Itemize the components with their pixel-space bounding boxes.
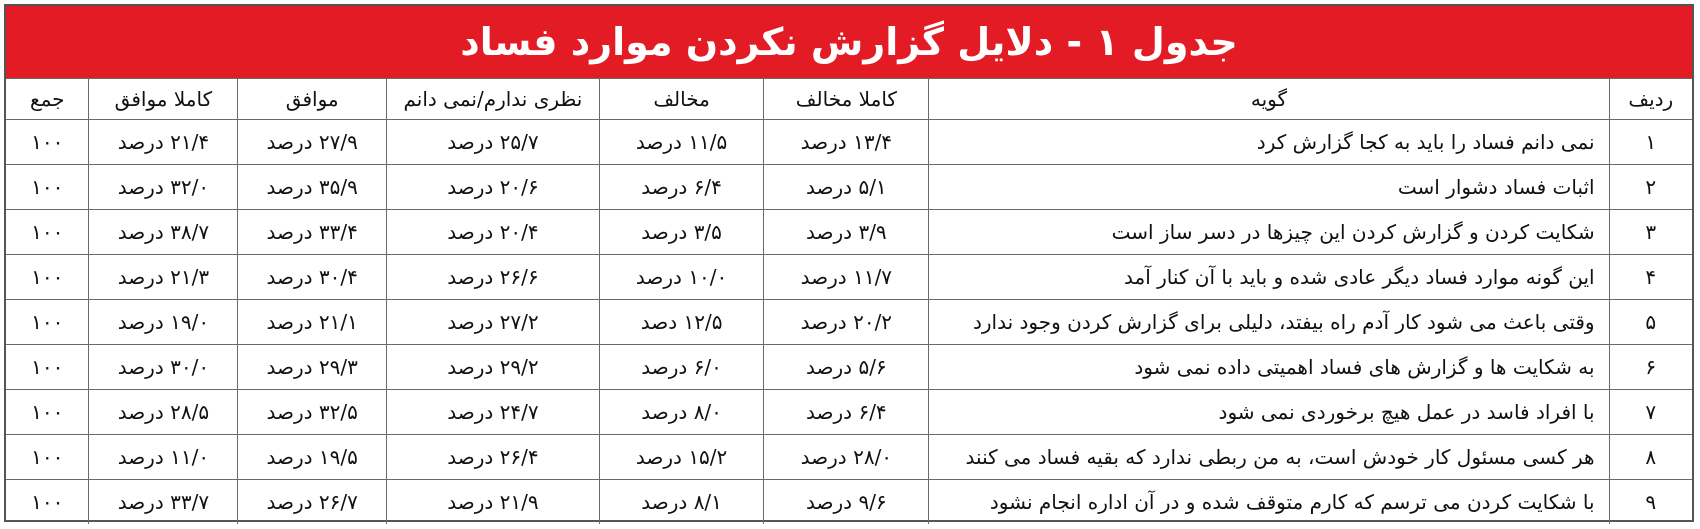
strongly-agree-cell: ۲۱/۴ درصد <box>89 120 238 165</box>
item-cell: با شکایت کردن می ترسم که کارم متوقف شده و در آن اداره انجام نشود <box>929 480 1609 525</box>
header-strongly-disagree: کاملا مخالف <box>764 79 929 120</box>
title-bar <box>6 6 1692 78</box>
neutral-cell: ۲۶/۶ درصد <box>387 255 600 300</box>
row-number-cell: ۸ <box>1609 435 1692 480</box>
header-disagree: مخالف <box>599 79 764 120</box>
neutral-cell: ۲۰/۶ درصد <box>387 165 600 210</box>
item-cell: به شکایت ها و گزارش های فساد اهمیتی داده نمی شود <box>929 345 1609 390</box>
total-cell: ۱۰۰ <box>6 480 89 525</box>
agree-cell: ۲۹/۳ درصد <box>238 345 387 390</box>
agree-cell: ۲۷/۹ درصد <box>238 120 387 165</box>
agree-cell: ۳۰/۴ درصد <box>238 255 387 300</box>
table-row <box>6 480 1692 525</box>
disagree-cell: ۳/۵ درصد <box>599 210 764 255</box>
table-row <box>6 210 1692 255</box>
header-total: جمع <box>6 79 89 120</box>
total-cell: ۱۰۰ <box>6 345 89 390</box>
total-cell: ۱۰۰ <box>6 300 89 345</box>
disagree-cell: ۱۵/۲ درصد <box>599 435 764 480</box>
total-cell: ۱۰۰ <box>6 165 89 210</box>
header-item: گویه <box>929 79 1609 120</box>
item-cell: این گونه موارد فساد دیگر عادی شده و باید با آن کنار آمد <box>929 255 1609 300</box>
strongly-disagree-cell: ۵/۶ درصد <box>764 345 929 390</box>
row-number-cell: ۱ <box>1609 120 1692 165</box>
table-row <box>6 255 1692 300</box>
strongly-disagree-cell: ۹/۶ درصد <box>764 480 929 525</box>
strongly-agree-cell: ۲۸/۵ درصد <box>89 390 238 435</box>
strongly-disagree-cell: ۱۳/۴ درصد <box>764 120 929 165</box>
neutral-cell: ۲۵/۷ درصد <box>387 120 600 165</box>
row-number-cell: ۵ <box>1609 300 1692 345</box>
disagree-cell: ۱۱/۵ درصد <box>599 120 764 165</box>
agree-cell: ۲۶/۷ درصد <box>238 480 387 525</box>
header-row-number: ردیف <box>1609 79 1692 120</box>
agree-cell: ۱۹/۵ درصد <box>238 435 387 480</box>
table-row <box>6 435 1692 480</box>
disagree-cell: ۱۰/۰ درصد <box>599 255 764 300</box>
strongly-agree-cell: ۳۳/۷ درصد <box>89 480 238 525</box>
row-number-cell: ۳ <box>1609 210 1692 255</box>
table-row <box>6 345 1692 390</box>
header-agree: موافق <box>238 79 387 120</box>
table-frame <box>4 4 1694 522</box>
disagree-cell: ۱۲/۵ دصد <box>599 300 764 345</box>
item-cell: وقتی باعث می شود کار آدم راه بیفتد، دلیلی برای گزارش کردن وجود ندارد <box>929 300 1609 345</box>
disagree-cell: ۶/۴ درصد <box>599 165 764 210</box>
agree-cell: ۳۳/۴ درصد <box>238 210 387 255</box>
neutral-cell: ۲۰/۴ درصد <box>387 210 600 255</box>
table-row <box>6 390 1692 435</box>
table-title: جدول ۱ - دلایل گزارش نکردن موارد فساد <box>460 20 1238 64</box>
strongly-disagree-cell: ۶/۴ درصد <box>764 390 929 435</box>
strongly-agree-cell: ۲۱/۳ درصد <box>89 255 238 300</box>
item-cell: هر کسی مسئول کار خودش است، به من ربطی ندارد که بقیه فساد می کنند <box>929 435 1609 480</box>
neutral-cell: ۲۹/۲ درصد <box>387 345 600 390</box>
row-number-cell: ۴ <box>1609 255 1692 300</box>
strongly-disagree-cell: ۲۸/۰ درصد <box>764 435 929 480</box>
row-number-cell: ۷ <box>1609 390 1692 435</box>
row-number-cell: ۹ <box>1609 480 1692 525</box>
row-number-cell: ۶ <box>1609 345 1692 390</box>
strongly-agree-cell: ۱۱/۰ درصد <box>89 435 238 480</box>
table-body <box>6 120 1692 525</box>
strongly-agree-cell: ۱۹/۰ درصد <box>89 300 238 345</box>
item-cell: اثبات فساد دشوار است <box>929 165 1609 210</box>
item-cell: با افراد فاسد در عمل هیچ برخوردی نمی شود <box>929 390 1609 435</box>
neutral-cell: ۲۴/۷ درصد <box>387 390 600 435</box>
item-cell: نمی دانم فساد را باید به کجا گزارش کرد <box>929 120 1609 165</box>
neutral-cell: ۲۷/۲ درصد <box>387 300 600 345</box>
strongly-disagree-cell: ۱۱/۷ درصد <box>764 255 929 300</box>
strongly-disagree-cell: ۳/۹ درصد <box>764 210 929 255</box>
disagree-cell: ۶/۰ درصد <box>599 345 764 390</box>
agree-cell: ۲۱/۱ درصد <box>238 300 387 345</box>
item-cell: شکایت کردن و گزارش کردن این چیزها در دسر ساز است <box>929 210 1609 255</box>
agree-cell: ۳۵/۹ درصد <box>238 165 387 210</box>
disagree-cell: ۸/۰ درصد <box>599 390 764 435</box>
strongly-agree-cell: ۳۲/۰ درصد <box>89 165 238 210</box>
data-table <box>6 78 1692 524</box>
strongly-agree-cell: ۳۰/۰ درصد <box>89 345 238 390</box>
total-cell: ۱۰۰ <box>6 255 89 300</box>
strongly-agree-cell: ۳۸/۷ درصد <box>89 210 238 255</box>
table-row <box>6 165 1692 210</box>
neutral-cell: ۲۶/۴ درصد <box>387 435 600 480</box>
row-number-cell: ۲ <box>1609 165 1692 210</box>
agree-cell: ۳۲/۵ درصد <box>238 390 387 435</box>
strongly-disagree-cell: ۲۰/۲ درصد <box>764 300 929 345</box>
header-strongly-agree: کاملا موافق <box>89 79 238 120</box>
disagree-cell: ۸/۱ درصد <box>599 480 764 525</box>
total-cell: ۱۰۰ <box>6 390 89 435</box>
strongly-disagree-cell: ۵/۱ درصد <box>764 165 929 210</box>
total-cell: ۱۰۰ <box>6 435 89 480</box>
table-row <box>6 300 1692 345</box>
header-row <box>6 79 1692 120</box>
neutral-cell: ۲۱/۹ درصد <box>387 480 600 525</box>
header-neutral: نظری ندارم/نمی دانم <box>387 79 600 120</box>
table-row <box>6 120 1692 165</box>
total-cell: ۱۰۰ <box>6 210 89 255</box>
total-cell: ۱۰۰ <box>6 120 89 165</box>
